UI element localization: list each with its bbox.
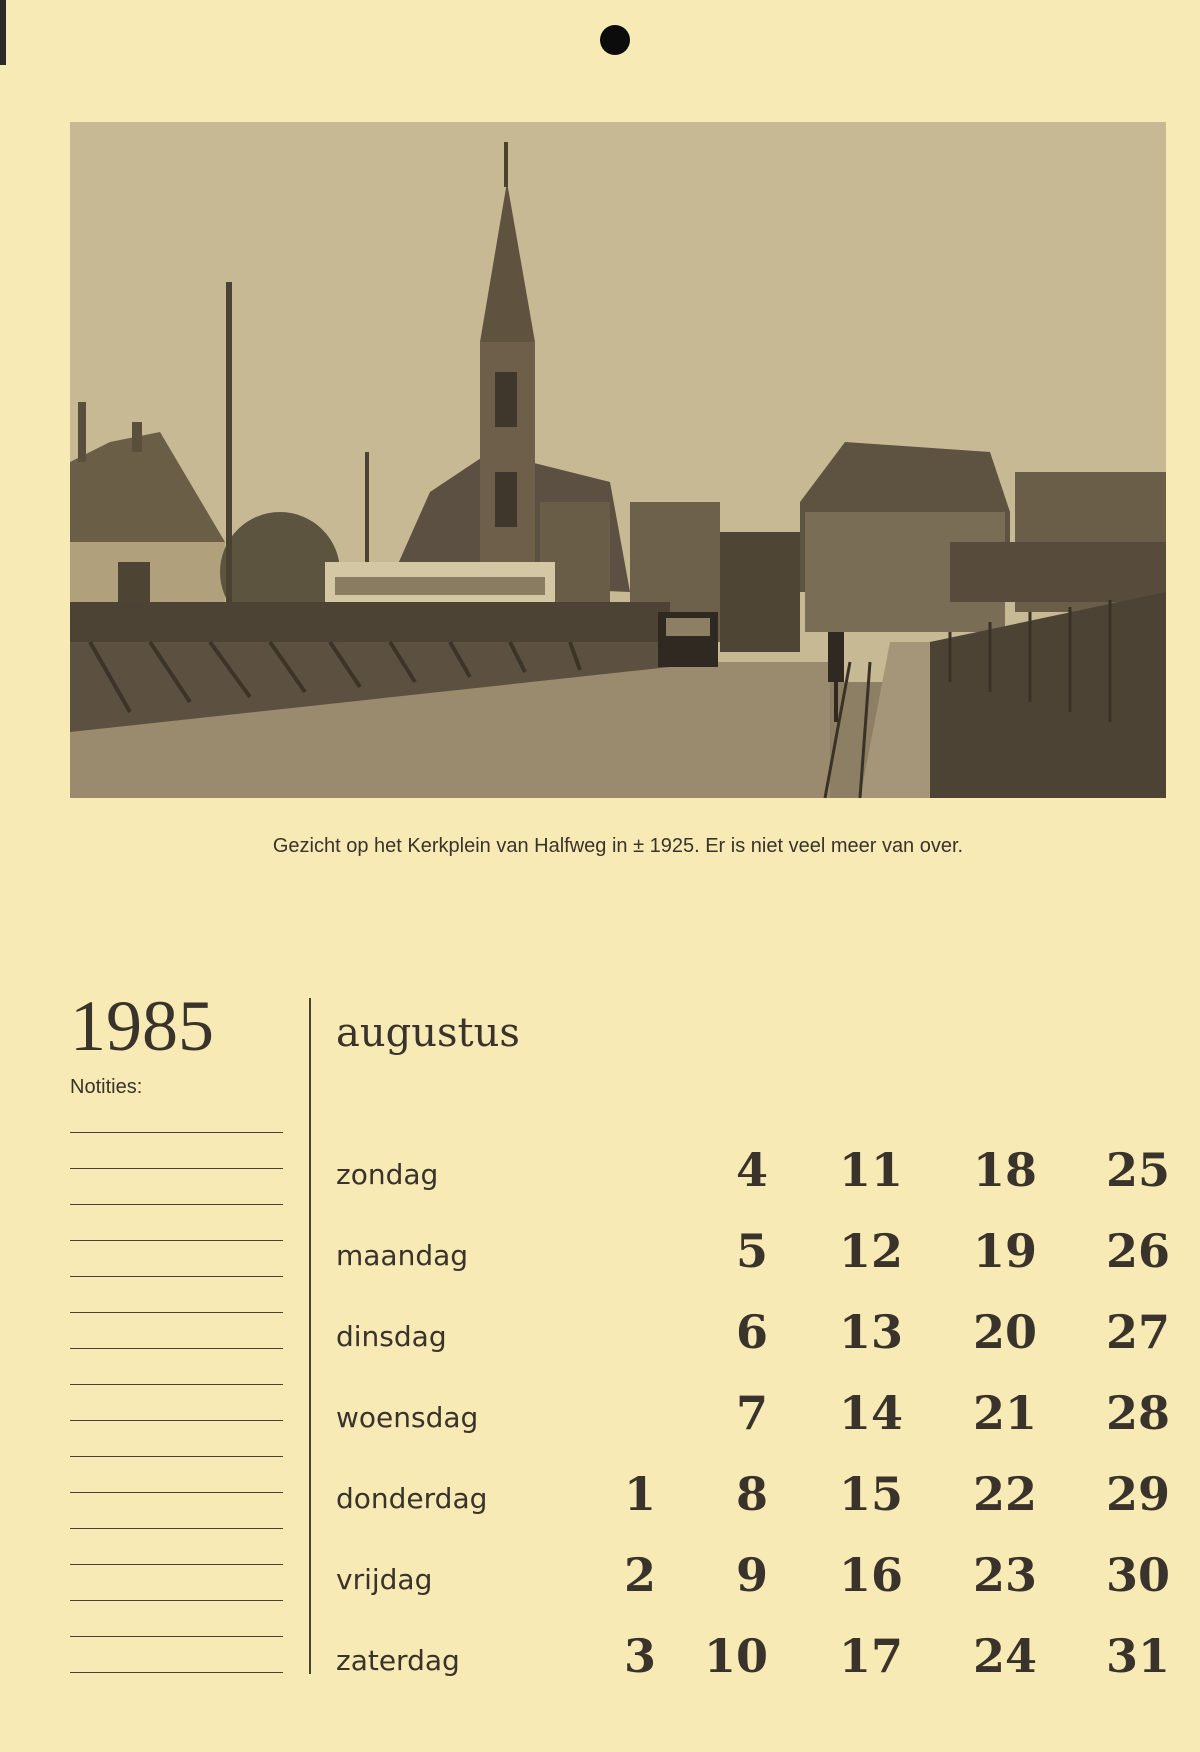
- historic-photo: [70, 122, 1166, 798]
- note-line: [70, 1240, 283, 1241]
- note-line: [70, 1276, 283, 1277]
- note-line: [70, 1348, 283, 1349]
- date-cell: 17: [838, 1629, 903, 1683]
- hanging-hole: [600, 25, 630, 55]
- note-line: [70, 1528, 283, 1529]
- calendar-year: 1985: [70, 986, 214, 1066]
- notes-label: Notities:: [70, 1076, 143, 1098]
- weekday-label: zaterdag: [336, 1644, 460, 1677]
- note-line: [70, 1456, 283, 1457]
- calendar-month: augustus: [336, 1010, 520, 1056]
- note-line: [70, 1492, 283, 1493]
- weekday-label: dinsdag: [336, 1320, 447, 1353]
- date-cell: 20: [972, 1305, 1037, 1359]
- date-cell: 2: [623, 1548, 656, 1602]
- date-cell: 24: [972, 1629, 1037, 1683]
- note-line: [70, 1636, 283, 1637]
- date-cell: 8: [735, 1467, 768, 1521]
- photo-caption: Gezicht op het Kerkplein van Halfweg in ± 1925. Er is niet veel meer van over.: [272, 835, 964, 857]
- note-line: [70, 1132, 283, 1133]
- date-cell: 6: [735, 1305, 768, 1359]
- note-line: [70, 1168, 283, 1169]
- note-line: [70, 1564, 283, 1565]
- date-cell: 10: [703, 1629, 768, 1683]
- date-cell: 30: [1105, 1548, 1170, 1602]
- date-cell: 23: [972, 1548, 1037, 1602]
- weekday-label: donderdag: [336, 1482, 488, 1515]
- date-cell: 25: [1105, 1143, 1170, 1197]
- weekday-label: vrijdag: [336, 1563, 433, 1596]
- date-cell: 3: [623, 1629, 656, 1683]
- date-cell: 22: [972, 1467, 1037, 1521]
- date-cell: 16: [838, 1548, 903, 1602]
- date-cell: 13: [838, 1305, 903, 1359]
- column-divider: [309, 998, 311, 1674]
- date-cell: 5: [735, 1224, 768, 1278]
- weekday-label: zondag: [336, 1158, 439, 1191]
- note-line: [70, 1420, 283, 1421]
- date-cell: 28: [1105, 1386, 1170, 1440]
- photo-illustration: [70, 122, 1166, 798]
- date-cell: 11: [838, 1143, 903, 1197]
- note-line: [70, 1312, 283, 1313]
- date-cell: 21: [972, 1386, 1037, 1440]
- date-cell: 7: [735, 1386, 768, 1440]
- date-cell: 12: [838, 1224, 903, 1278]
- note-line: [70, 1384, 283, 1385]
- note-line: [70, 1672, 283, 1673]
- date-cell: 1: [623, 1467, 656, 1521]
- date-cell: 15: [838, 1467, 903, 1521]
- date-cell: 27: [1105, 1305, 1170, 1359]
- date-cell: 18: [972, 1143, 1037, 1197]
- date-cell: 4: [735, 1143, 768, 1197]
- date-cell: 19: [972, 1224, 1037, 1278]
- date-cell: 29: [1105, 1467, 1170, 1521]
- note-line: [70, 1600, 283, 1601]
- note-line: [70, 1204, 283, 1205]
- date-cell: 26: [1105, 1224, 1170, 1278]
- weekday-label: woensdag: [336, 1401, 479, 1434]
- date-cell: 14: [838, 1386, 903, 1440]
- edge-mark: [0, 0, 6, 65]
- date-cell: 31: [1105, 1629, 1170, 1683]
- date-cell: 9: [735, 1548, 768, 1602]
- weekday-label: maandag: [336, 1239, 469, 1272]
